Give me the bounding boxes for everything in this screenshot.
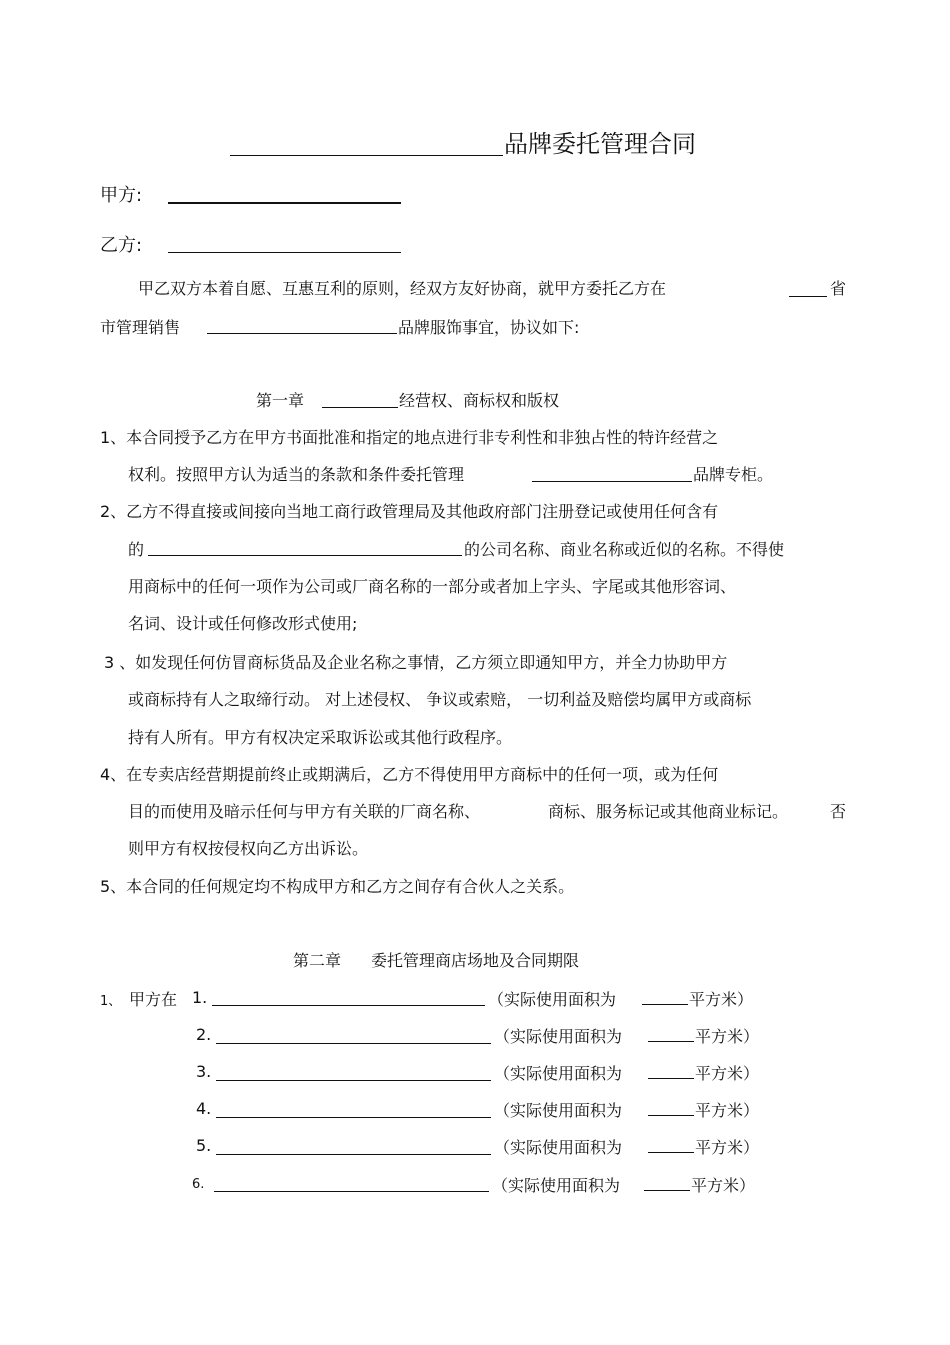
party-b-blank[interactable] [168,252,401,253]
brand-counter-blank[interactable] [532,481,692,482]
title-brand-blank[interactable] [230,155,503,156]
site-row-number: 2. [196,1025,212,1044]
area-unit: 平方米） [691,1176,756,1195]
area-label: （实际使用面积为 [492,1176,621,1195]
area-label: （实际使用面积为 [494,1027,623,1046]
area-blank[interactable] [644,1190,690,1191]
chapter1-number: 第一章 [256,391,305,410]
site-address-blank[interactable] [216,1043,491,1044]
clause-4-line-1: 4、在专卖店经营期提前终止或期满后，乙方不得使用甲方商标中的任何一项，或为任何 [100,765,719,784]
area-unit: 平方米） [695,1064,760,1083]
trademark-name-blank[interactable] [148,555,462,556]
clause-2-line-2a: 的 [128,540,145,559]
area-blank[interactable] [648,1152,694,1153]
site-address-blank[interactable] [212,1005,485,1006]
site-row-number: 3. [196,1062,212,1081]
area-unit: 平方米） [695,1138,760,1157]
intro-line-1: 甲乙双方本着自愿、互惠互利的原则，经双方友好协商，就甲方委托乙方在 [138,279,667,298]
document-title: 品牌委托管理合同 [504,130,696,158]
site-row-number: 6. [192,1177,205,1192]
area-unit: 平方米） [689,990,754,1009]
clause-5-line-1: 5、本合同的任何规定均不构成甲方和乙方之间存有合伙人之关系。 [100,877,575,896]
area-label: （实际使用面积为 [494,1138,623,1157]
area-label: （实际使用面积为 [494,1064,623,1083]
site-row-number: 1. [192,988,208,1007]
clause-3-line-3: 持有人所有。甲方有权决定采取诉讼或其他行政程序。 [128,728,513,747]
clause-4-line-2b: 商标、服务标记或其他商业标记。 [548,802,789,821]
clause-4-line-2a: 目的而使用及暗示任何与甲方有关联的厂商名称、 [128,802,481,821]
clause-1-line-2b: 品牌专柜。 [693,465,774,484]
area-label: （实际使用面积为 [488,990,617,1009]
chapter1-title: 经营权、商标权和版权 [399,391,560,410]
area-blank[interactable] [648,1078,694,1079]
clause-4-line-2c: 否 [830,802,847,821]
intro-line-2a: 市管理销售 [100,318,181,337]
area-label: （实际使用面积为 [494,1101,623,1120]
site-address-blank[interactable] [216,1080,491,1081]
area-unit: 平方米） [695,1101,760,1120]
brand-blank-intro[interactable] [207,333,397,334]
party-a-label: 甲方: [100,185,143,206]
area-blank[interactable] [642,1004,688,1005]
party-a-blank[interactable] [168,202,401,204]
intro-province: 省 [830,279,847,298]
ch2-item1-label: 甲方在 [129,990,178,1009]
clause-4-line-3: 则甲方有权按侵权向乙方出诉讼。 [128,839,369,858]
clause-1-line-2a: 权利。按照甲方认为适当的条款和条件委托管理 [128,465,465,484]
party-b-label: 乙方: [100,235,143,256]
chapter2-title: 委托管理商店场地及合同期限 [371,951,580,970]
site-address-blank[interactable] [216,1154,491,1155]
site-address-blank[interactable] [216,1117,491,1118]
clause-3-line-1: 3 、如发现任何仿冒商标货品及企业名称之事情，乙方须立即通知甲方，并全力协助甲方 [104,653,728,672]
chapter1-blank[interactable] [322,407,398,408]
area-blank[interactable] [648,1115,694,1116]
area-blank[interactable] [648,1041,694,1042]
clause-3-line-2: 或商标持有人之取缔行动。 对上述侵权、 争议或索赔， 一切利益及赔偿均属甲方或商标 [128,690,752,709]
site-row-number: 4. [196,1099,212,1118]
site-row-number: 5. [196,1136,212,1155]
intro-line-2b: 品牌服饰事宜，协议如下: [398,318,580,337]
clause-2-line-2b: 的公司名称、商业名称或近似的名称。不得使 [464,540,785,559]
clause-2-line-3: 用商标中的任何一项作为公司或厂商名称的一部分或者加上字头、字尾或其他形容词、 [128,577,737,596]
clause-2-line-1: 2、乙方不得直接或间接向当地工商行政管理局及其他政府部门注册登记或使用任何含有 [100,502,719,521]
province-blank[interactable] [789,296,827,297]
chapter2-number: 第二章 [293,951,342,970]
clause-2-line-4: 名词、设计或任何修改形式使用; [128,614,358,633]
area-unit: 平方米） [695,1027,760,1046]
site-address-blank[interactable] [214,1191,489,1192]
ch2-item1-prefix: 1、 [100,994,122,1009]
clause-1-line-1: 1、本合同授予乙方在甲方书面批准和指定的地点进行非专利性和非独占性的特许经营之 [100,428,719,447]
